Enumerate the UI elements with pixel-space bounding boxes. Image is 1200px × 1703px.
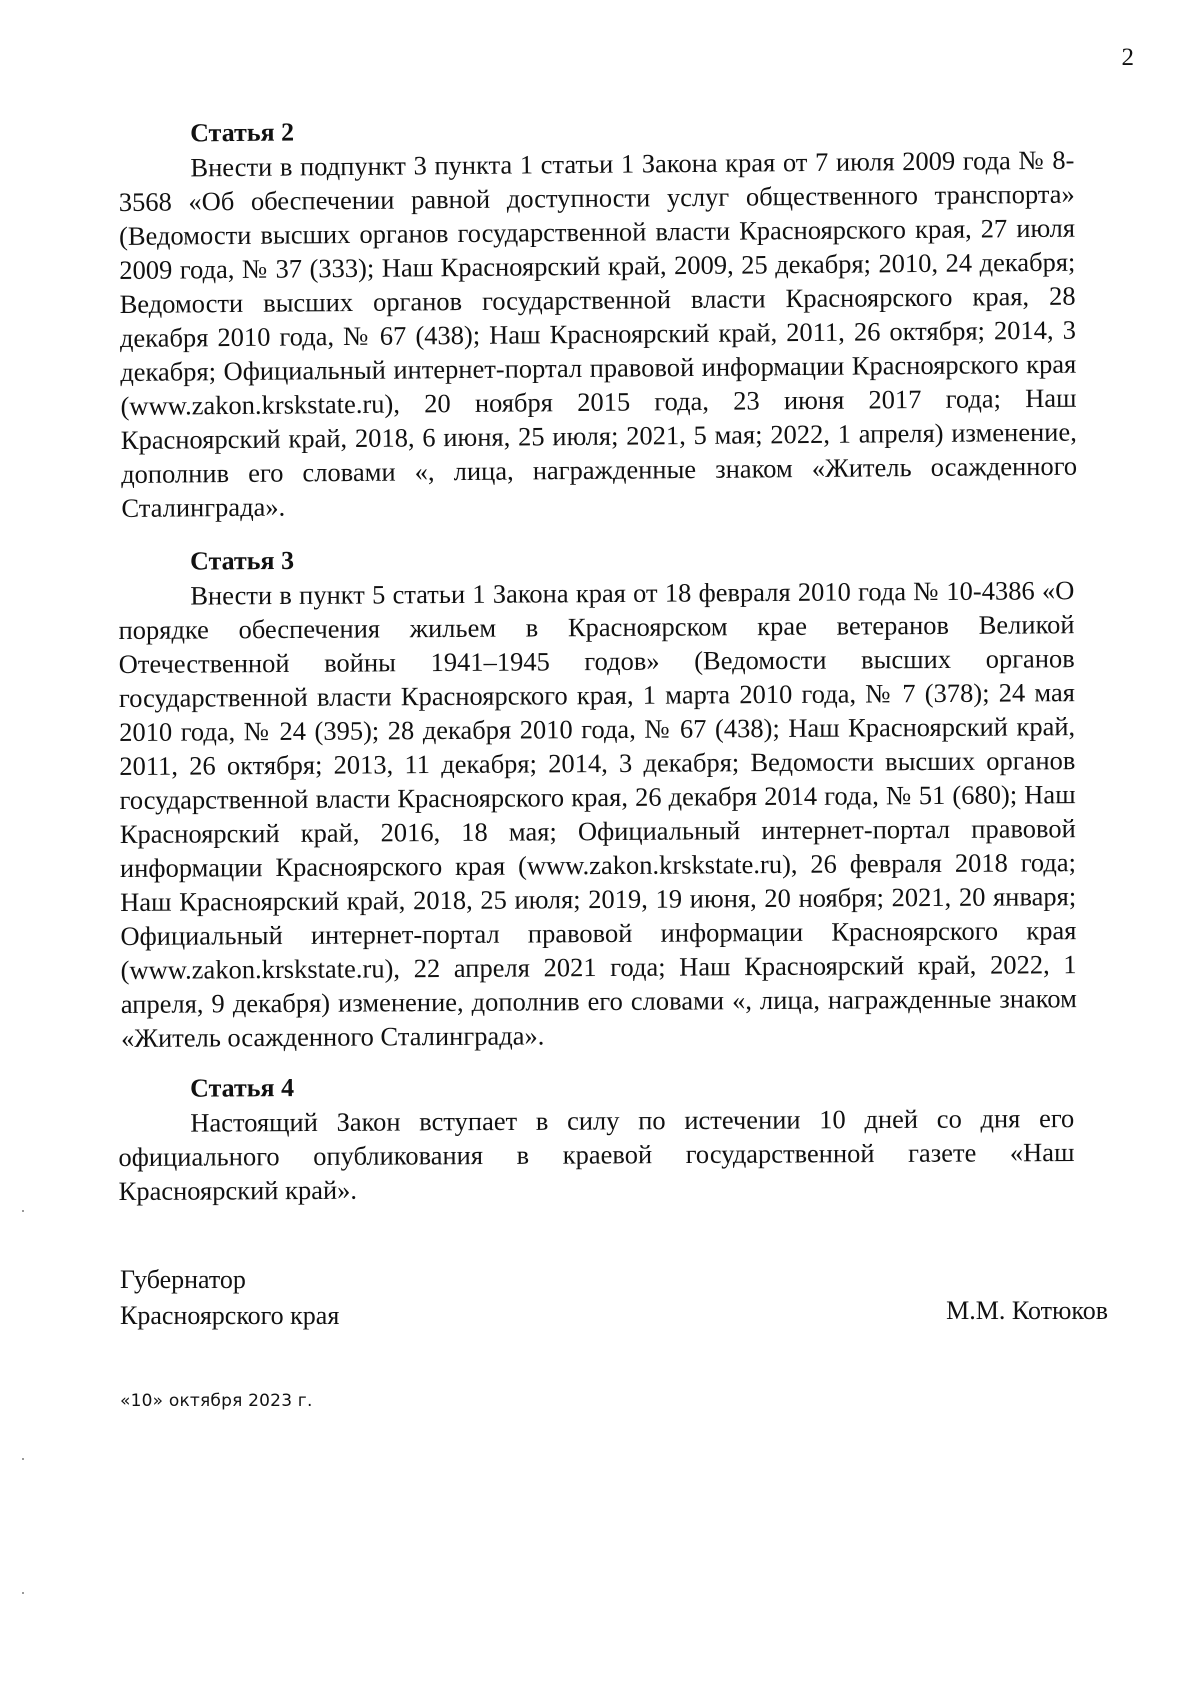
- signatory-title: [120, 1262, 339, 1334]
- article-heading: Статья 4: [190, 1073, 295, 1103]
- article-2: [118, 108, 1078, 525]
- article-heading: Статья 2: [190, 117, 295, 148]
- article-text: Внести в подпункт 3 пункта 1 статьи 1 Закона края от 7 июля 2009 года № 8-3568 «Об обеспечении равной доступности услуг общественного транспорта» (Ведомости высших органов государственной власти Красноярского края, 27 июля 2009 года, № 37 (333); Наш Красноярский край, 2009, 25 декабря; 2010, 24 декабря; Ведомости высших органов государственной власти Красноярского края, 28 декабря 2010 года, № 67 (438); Наш Красноярский край, 2011, 26 октября; 2014, 3 декабря; Официальный интернет-портал правовой информации Красноярского края (www.zakon.krskstate.ru), 20 ноября 2015 года, 23 июня 2017 года; Наш Красноярский край, 2018, 6 июня, 25 июля; 2021, 5 мая; 2022, 1 апреля) изменение, дополнив его словами «, лица, награжденные знаком «Житель осажденного Сталинграда».: [118, 144, 1078, 523]
- signatory-name: М.М. Котюков: [946, 1296, 1108, 1325]
- signatory-title-line-2: Красноярского края: [120, 1301, 340, 1330]
- article-text: Внести в пункт 5 статьи 1 Закона края от 18 февраля 2010 года № 10-4386 «О порядке обеспечения жильем в Красноярском крае ветеранов Великой Отечественной войны 1941–1945 годов» (Ведомости высших органов государственной власти Красноярского края, 1 марта 2010 года, № 7 (378); 24 мая 2010 года, № 24 (395); 28 декабря 2010 года, № 67 (438); Наш Красноярский край, 2011, 26 октября; 2013, 11 декабря; 2014, 3 декабря; Ведомости высших органов государственной власти Красноярского края, 26 декабря 2014 года, № 51 (680); Наш Красноярский край, 2016, 18 мая; Официальный интернет-портал правовой информации Красноярского края (www.zakon.krskstate.ru), 26 февраля 2018 года; Наш Красноярский край, 2018, 25 июля; 2019, 19 июня, 20 ноября; 2021, 20 января; Официальный интернет-портал правовой информации Красноярского края (www.zakon.krskstate.ru), 22 апреля 2021 года; Наш Красноярский край, 2022, 1 апреля, 9 декабря) изменение, дополнив его словами «, лица, награжденные знаком «Житель осажденного Сталинграда».: [118, 575, 1077, 1053]
- signatory-title-line-1: Губернатор: [120, 1265, 246, 1294]
- article-4: [118, 1066, 1075, 1208]
- scan-mark: [22, 1210, 24, 1212]
- signing-date: «10» октября 2023 г.: [120, 1391, 313, 1411]
- scan-mark: [22, 1458, 24, 1460]
- article-heading: Статья 3: [190, 545, 295, 576]
- article-text: Настоящий Закон вступает в силу по истечении 10 дней со дня его официального опубликования в краевой государственной газете «Наш Красноярский край».: [118, 1102, 1075, 1206]
- article-3: [118, 538, 1077, 1055]
- scan-mark: [22, 1592, 24, 1594]
- page-number: 2: [1121, 44, 1134, 71]
